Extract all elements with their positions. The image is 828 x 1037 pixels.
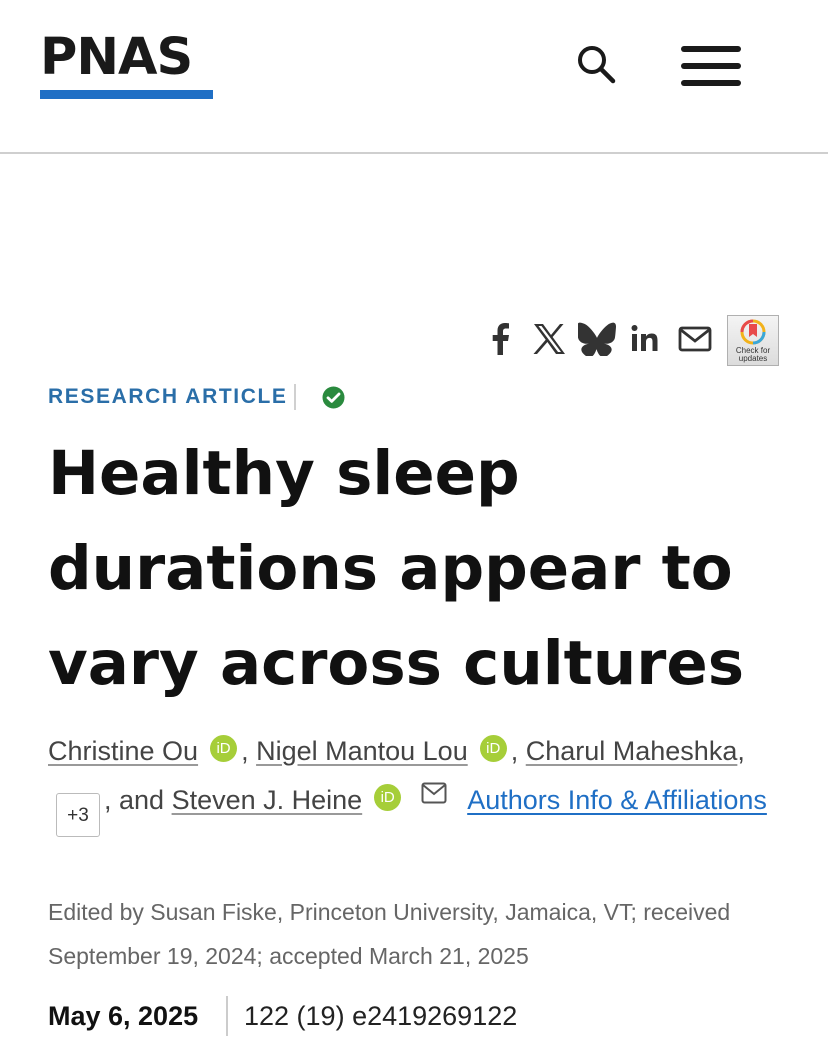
orcid-icon[interactable]: iD: [480, 735, 507, 762]
search-icon: [574, 42, 618, 86]
linkedin-icon: [629, 322, 663, 356]
share-bluesky-button[interactable]: [578, 322, 616, 356]
share-facebook-button[interactable]: [484, 322, 518, 356]
verified-check-icon: [322, 386, 345, 409]
check-for-updates-button[interactable]: [727, 315, 779, 366]
email-icon: [678, 322, 712, 356]
article-title: Healthy sleep durations appear to vary across cultures: [48, 438, 745, 699]
author-list: Christine Ou iD , Nigel Mantou Lou iD , Charul Maheshka,+3, and Steven J. Heine iD Authors Info & Affiliations: [48, 727, 788, 837]
authors-info-affiliations-link[interactable]: Authors Info & Affiliations: [467, 785, 767, 815]
authors-conjunction: , and: [104, 785, 165, 815]
bluesky-icon: [578, 322, 616, 356]
share-x-button[interactable]: [532, 322, 566, 356]
author-link[interactable]: Nigel Mantou Lou: [256, 736, 468, 766]
share-linkedin-button[interactable]: [629, 322, 663, 356]
citation-info: 122 (19) e2419269122: [244, 1001, 518, 1031]
orcid-icon[interactable]: iD: [210, 735, 237, 762]
corresponding-author-email-icon[interactable]: [421, 782, 447, 804]
divider: [226, 996, 228, 1036]
pnas-logo[interactable]: PNAS: [40, 28, 193, 87]
author-link[interactable]: Steven J. Heine: [171, 785, 363, 815]
x-twitter-icon: [532, 322, 566, 356]
share-email-button[interactable]: [678, 322, 712, 356]
search-button[interactable]: [574, 42, 618, 86]
publication-date: May 6, 2025: [48, 1001, 199, 1031]
check-for-updates-label: Check for updates: [735, 346, 771, 363]
orcid-icon[interactable]: iD: [374, 784, 401, 811]
hamburger-menu-button[interactable]: [680, 44, 742, 88]
hamburger-line: [681, 80, 741, 86]
crossmark-icon: [738, 318, 768, 348]
author-link[interactable]: Christine Ou: [48, 736, 199, 766]
editorial-history: Edited by Susan Fiske, Princeton University, Jamaica, VT; received September 19, 2024; accepted March 21, 2025: [48, 899, 731, 969]
author-link[interactable]: Charul Maheshka: [525, 736, 738, 766]
divider: [294, 384, 296, 410]
hamburger-menu-icon: [681, 46, 741, 52]
more-authors-button[interactable]: +3: [56, 793, 100, 837]
site-header: [0, 0, 828, 154]
logo-underline: [40, 90, 213, 99]
article-type-label: RESEARCH ARTICLE: [48, 385, 288, 408]
facebook-icon: [484, 322, 518, 356]
hamburger-line: [681, 63, 741, 69]
